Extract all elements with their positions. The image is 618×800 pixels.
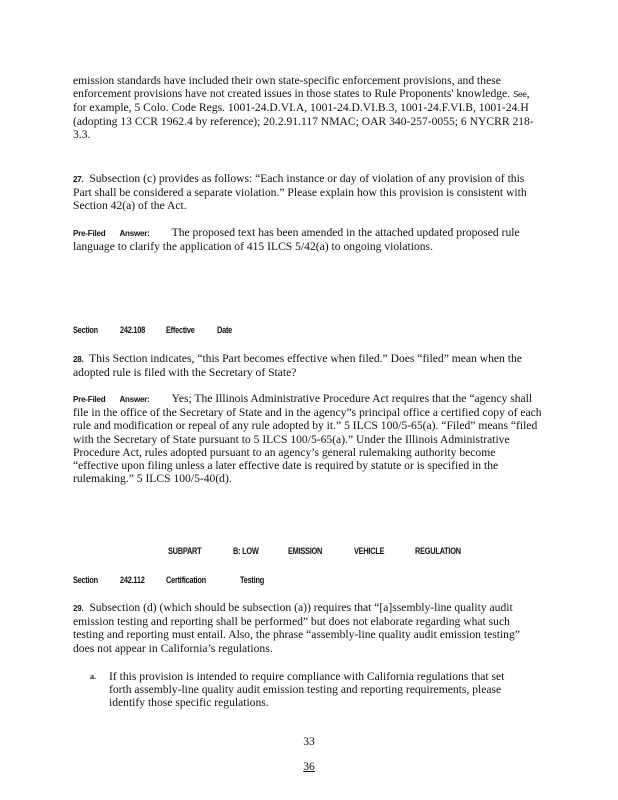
subpart-word: EMISSION bbox=[288, 546, 323, 556]
section-heading-2 bbox=[73, 575, 284, 585]
question-27 bbox=[73, 172, 543, 213]
heading-word: 242.112 bbox=[119, 575, 145, 585]
answer-label-prefiled: Pre-Filed bbox=[73, 395, 106, 404]
heading-word: Certification bbox=[165, 575, 206, 585]
paragraph-text: , for example, 5 Colo. Code Regs. 1001-24.D.VI.A, 1001-24.D.VI.B.3, 1001-24.F.VI.B, 1001-24.H (adopting 13 CCR 1962.4 by reference); 20.2.91.117 NMAC; OAR 340-257-0055; 6 NYCRR 218-3.3. bbox=[73, 87, 534, 141]
question-text: Subsection (c) provides as follows: “Each instance or day of violation of any provision of this Part shall be considered a separate violation.” Please explain how this provision is consistent with Section 42(a) of the Act. bbox=[73, 172, 527, 213]
question-28 bbox=[73, 352, 543, 379]
answer-text: Yes; The Illinois Administrative Procedure Act requires that the “agency shall file in the office of the Secretary of State and in the agency”s principal office a certified copy of each rule and modification or repeal of any rule adopted by it.” 5 ILCS 100/5-65(a). “Filed” means “filed with the Secretary of State pursuant to 5 ILCS 100/5-65(a).” Under the Illinois Administrative Procedure Act, rules adopted pursuant to an agency’s general rulemaking authority become “effective upon filing unless a later effective date is required by statute or is specified in the rulemaking.” 5 ILCS 100/5-40(d). bbox=[73, 392, 542, 486]
answer-label-answer: Answer: bbox=[119, 229, 150, 238]
list-item-text: If this provision is intended to require compliance with California regulations that set forth assembly-line quality audit emission testing and reporting requirements, please identify those specific regulations. bbox=[109, 670, 505, 710]
answer-label-prefiled: Pre-Filed bbox=[73, 229, 106, 238]
answer-text: The proposed text has been amended in the attached updated proposed rule language to clarify the application of 415 ILCS 5/42(a) to ongoing violations. bbox=[73, 226, 520, 254]
page-number-outer bbox=[0, 760, 618, 773]
question-text: This Section indicates, “this Part becomes effective when filed.” Does “filed” mean when the adopted rule is filed with the Secretary of State? bbox=[73, 352, 522, 380]
heading-word: 242.108 bbox=[119, 325, 145, 335]
page-number-inner: 33 bbox=[303, 735, 315, 748]
heading-word: Date bbox=[217, 325, 233, 335]
question-number: 28. bbox=[73, 355, 84, 364]
paragraph-text: emission standards have included their own state-specific enforcement provisions, and these enforcement provisions have not created issues in those states to Rule Proponents' knowledge. bbox=[73, 74, 511, 101]
heading-word: Section bbox=[73, 325, 98, 335]
subpart-word: REGULATION bbox=[415, 546, 462, 556]
page-number-outer-text: 36 bbox=[303, 760, 315, 773]
paragraph-enforcement bbox=[73, 74, 543, 141]
question-29 bbox=[73, 601, 543, 655]
heading-word: Testing bbox=[240, 575, 265, 585]
see-signal: See bbox=[513, 90, 527, 100]
section-heading bbox=[73, 325, 249, 335]
answer-27 bbox=[73, 226, 543, 253]
subpart-heading bbox=[168, 546, 493, 556]
answer-28 bbox=[73, 392, 543, 485]
question-number: 29. bbox=[73, 604, 84, 613]
subpart-word: B: LOW bbox=[232, 546, 259, 556]
heading-word: Section bbox=[73, 575, 98, 585]
list-marker: a. bbox=[90, 672, 96, 681]
subpart-word: VEHICLE bbox=[354, 546, 385, 556]
heading-word: Effective bbox=[166, 325, 195, 335]
answer-label-answer: Answer: bbox=[119, 395, 150, 404]
question-number: 27. bbox=[73, 175, 84, 184]
subpart-word: SUBPART bbox=[168, 546, 202, 556]
question-text: Subsection (d) (which should be subsection (a)) requires that “[a]ssembly-line quality audit emission testing and reporting shall be performed” but does not elaborate regarding what such testing and reporting must entail. Also, the phrase “assembly-line quality audit emission testing” does not appear in California’s regulations. bbox=[73, 601, 520, 655]
